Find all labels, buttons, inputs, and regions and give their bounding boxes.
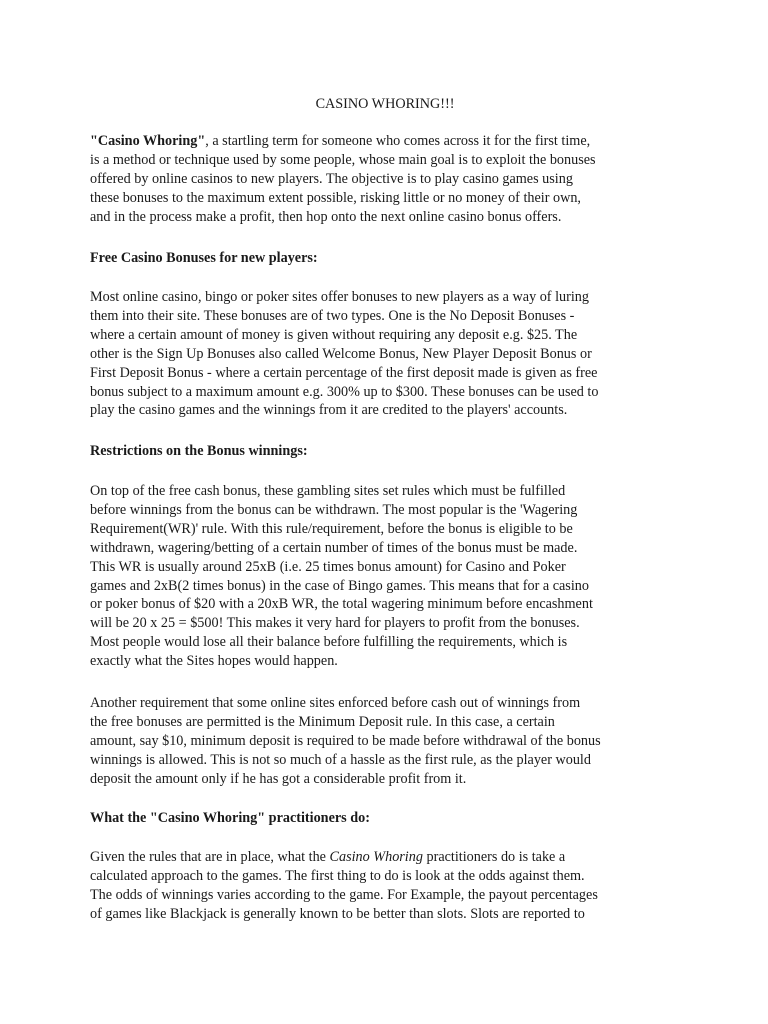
paragraph-line: bonus subject to a maximum amount e.g. 300% up to $300. These bonuses can be used to	[90, 383, 599, 400]
paragraph-line: Most online casino, bingo or poker sites offer bonuses to new players as a way of luring	[90, 289, 589, 305]
paragraph-line: The odds of winnings varies according to the game. For Example, the payout percentages	[90, 886, 598, 903]
section-heading-free-bonuses: Free Casino Bonuses for new players:	[90, 250, 318, 266]
paragraph-line: where a certain amount of money is given without requiring any deposit e.g. $25. The	[90, 326, 578, 343]
paragraph-line: deposit the amount only if he has got a considerable profit from it.	[90, 770, 467, 787]
paragraph-line: On top of the free cash bonus, these gambling sites set rules which must be fulfilled	[90, 483, 566, 499]
paragraph-line: will be 20 x 25 = $500! This makes it very hard for players to profit from the bonuses.	[90, 615, 580, 632]
section-heading-restrictions: Restrictions on the Bonus winnings:	[90, 443, 308, 459]
paragraph-line: Requirement(WR)' rule. With this rule/requirement, before the bonus is eligible to be	[90, 520, 573, 537]
intro-lead-term: "Casino Whoring"	[90, 133, 206, 149]
section1-paragraph	[90, 288, 680, 420]
paragraph-line: winnings is allowed. This is not so much of a hassle as the first rule, as the player would	[90, 751, 591, 768]
paragraph-line: play the casino games and the winnings from it are credited to the players' accounts.	[90, 402, 568, 419]
section2-paragraph-2	[90, 694, 680, 789]
paragraph-line: or poker bonus of $20 with a 20xB WR, the total wagering minimum before encashment	[90, 596, 593, 613]
section2-paragraph-1	[90, 482, 680, 671]
paragraph-line: of games like Blackjack is generally known to be better than slots. Slots are reported to	[90, 905, 585, 922]
paragraph-line: other is the Sign Up Bonuses also called Welcome Bonus, New Player Deposit Bonus or	[90, 345, 592, 362]
paragraph-line: Another requirement that some online sites enforced before cash out of winnings from	[90, 695, 581, 711]
text-run: practitioners do is take a	[422, 849, 566, 865]
intro-line-rest: , a startling term for someone who comes across it for the first time,	[205, 133, 591, 149]
intro-line: is a method or technique used by some people, whose main goal is to exploit the bonuses	[90, 151, 596, 168]
intro-line	[90, 132, 680, 151]
paragraph-line: games and 2xB(2 times bonus) in the case of Bingo games. This means that for a casino	[90, 577, 589, 594]
document-title: CASINO WHORING!!!	[315, 96, 455, 112]
intro-paragraph	[90, 132, 680, 227]
section-heading-practitioners: What the "Casino Whoring" practitioners do:	[90, 810, 370, 826]
paragraph-line: withdrawn, wagering/betting of a certain number of times of the bonus must be made.	[90, 539, 578, 556]
section3-paragraph	[90, 848, 680, 924]
paragraph-line: calculated approach to the games. The first thing to do is look at the odds against them.	[90, 867, 585, 884]
intro-line: offered by online casinos to new players. The objective is to play casino games using	[90, 170, 573, 187]
paragraph-line: amount, say $10, minimum deposit is required to be made before withdrawal of the bonus	[90, 732, 601, 749]
paragraph-line: Most people would lose all their balance before fulfilling the requirements, which is	[90, 634, 568, 651]
text-run: Given the rules that are in place, what the	[90, 849, 330, 865]
paragraph-line: This WR is usually around 25xB (i.e. 25 times bonus amount) for Casino and Poker	[90, 558, 566, 575]
paragraph-line: before winnings from the bonus can be withdrawn. The most popular is the 'Wagering	[90, 501, 578, 518]
paragraph-line: First Deposit Bonus - where a certain percentage of the first deposit made is given as free	[90, 364, 598, 381]
intro-line: these bonuses to the maximum extent possible, risking little or no money of their own,	[90, 189, 581, 206]
intro-line: and in the process make a profit, then hop onto the next online casino bonus offers.	[90, 208, 562, 225]
paragraph-line: exactly what the Sites hopes would happen.	[90, 653, 338, 670]
paragraph-line: the free bonuses are permitted is the Minimum Deposit rule. In this case, a certain	[90, 713, 555, 730]
paragraph-line	[90, 848, 680, 867]
italic-term: Casino Whoring	[329, 849, 423, 865]
paragraph-line: them into their site. These bonuses are of two types. One is the No Deposit Bonuses -	[90, 307, 575, 324]
